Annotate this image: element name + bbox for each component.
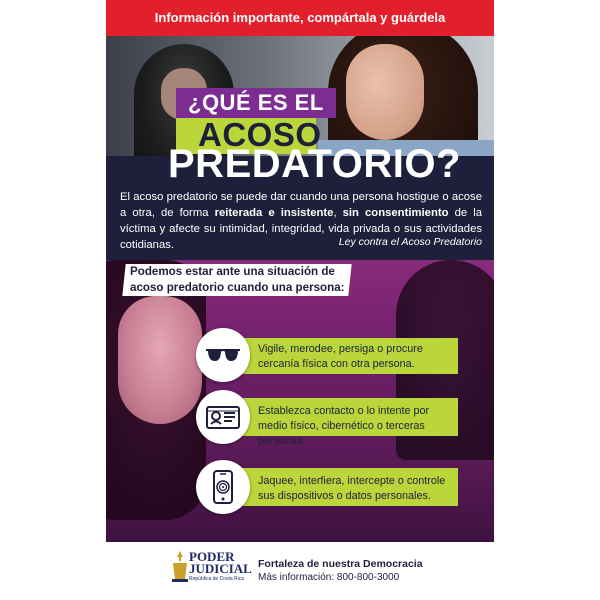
top-banner: Información importante, compártala y guárdela xyxy=(106,0,494,36)
definition-part-1: El acoso predatorio se puede dar cuando una persona hostigue o acose a otra, de forma xyxy=(120,191,482,219)
woman-face xyxy=(346,44,424,140)
poder-judicial-emblem xyxy=(170,549,190,583)
definition-bold-1: reiterada e insistente xyxy=(214,207,334,219)
phone-fingerprint-icon xyxy=(196,460,250,514)
poster xyxy=(106,0,494,600)
footer-contact: Más información: 800-800-3000 xyxy=(258,572,400,583)
title-line-2: ACOSO xyxy=(198,116,322,153)
sunglasses-icon xyxy=(196,328,250,382)
id-card-icon xyxy=(196,390,250,444)
law-citation: Ley contra el Acoso Predatorio xyxy=(338,236,482,248)
title-line-3: PREDATORIO? xyxy=(168,142,461,186)
footer xyxy=(106,542,494,600)
definition-bold-2: sin consentimiento xyxy=(342,207,449,219)
definition-part-2: , xyxy=(333,207,343,219)
logo-text-judicial: JUDICIAL xyxy=(189,561,252,576)
logo-text-poder: PODER xyxy=(189,549,235,564)
logo-text-country: República de Costa Rica xyxy=(189,576,245,582)
definition-part-3: de la víctima y afecte su intimidad, integridad, vida privada o sus actividades cotidianas. xyxy=(120,207,482,251)
footer-slogan: Fortaleza de nuestra Democracia xyxy=(258,558,423,570)
item-text-3: Jaquee, interfiera, intercepte o controle sus dispositivos o datos personales. xyxy=(258,475,446,502)
scene-woman-face xyxy=(118,296,202,424)
item-text-1: Vigile, merodee, persiga o procure cercanía física con otra persona. xyxy=(258,343,423,370)
item-text-2: Establezca contacto o lo intente por medio físico, cibernético o terceras personas. xyxy=(258,405,430,447)
intro-text: Podemos estar ante una situación de acoso predatorio cuando una persona: xyxy=(130,265,345,294)
title-line-1: ¿QUÉ ES EL xyxy=(188,90,324,115)
